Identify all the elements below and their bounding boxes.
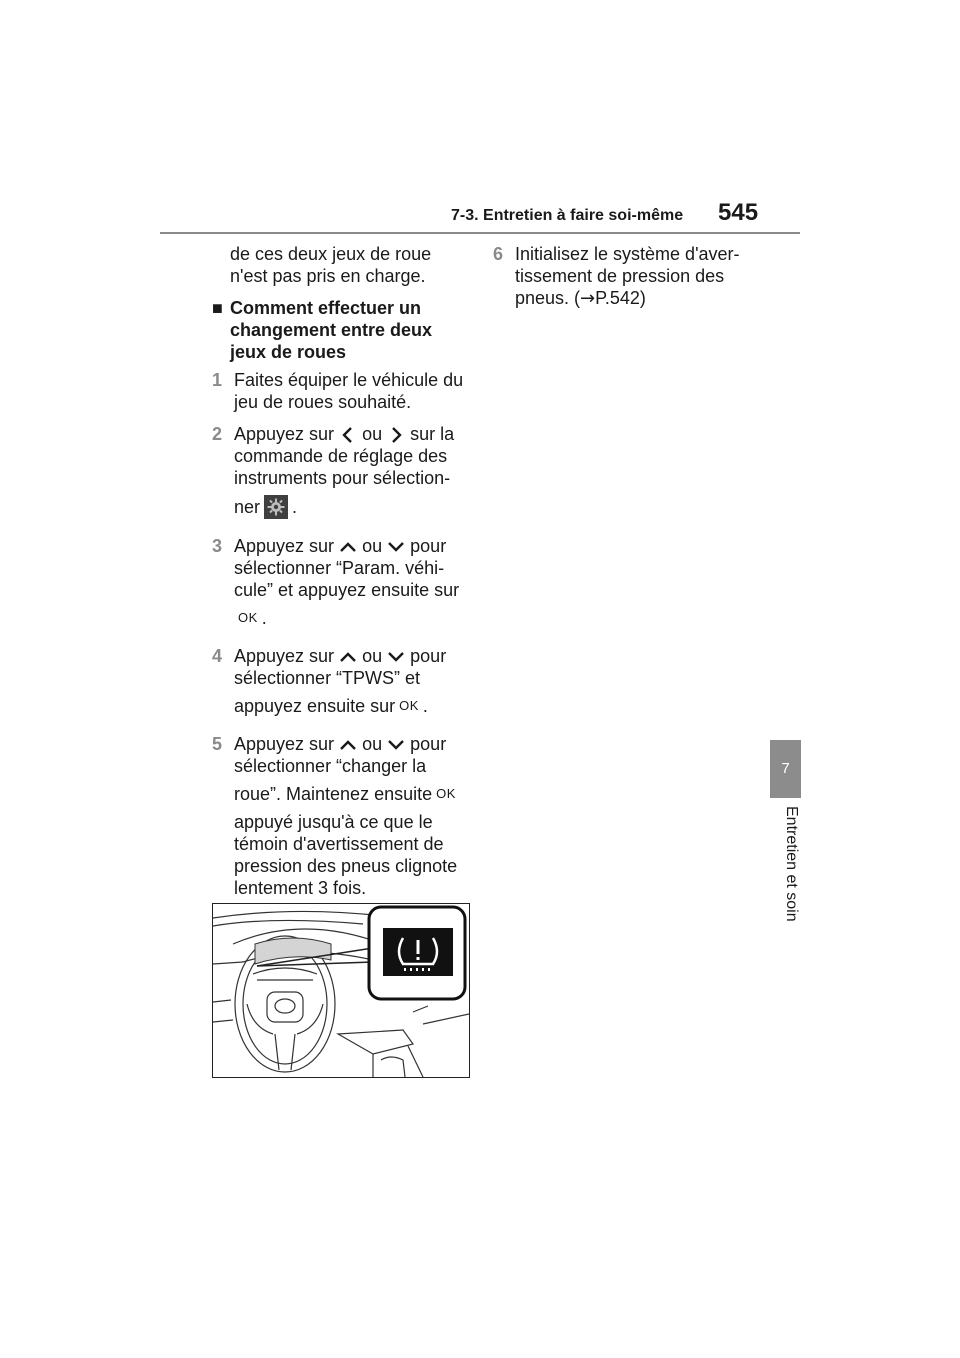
step-text-part: Appuyez sur	[234, 646, 335, 666]
step-text	[234, 423, 472, 445]
ok-button-icon: OK	[238, 610, 258, 625]
step-text: sélectionner “Param. véhi-	[234, 558, 445, 578]
section-heading	[212, 297, 472, 363]
step-number: 6	[493, 244, 504, 264]
intro-paragraph	[212, 243, 472, 287]
step-text: sélectionner “TPWS” et	[234, 668, 421, 688]
heading-line: Comment effectuer un	[230, 298, 422, 318]
step-text	[515, 287, 763, 310]
ok-button-icon: OK	[399, 698, 419, 713]
step-text-part: .	[292, 497, 298, 517]
step-text-part: .	[261, 608, 267, 628]
chevron-left-icon	[339, 426, 357, 444]
step-4	[212, 645, 472, 723]
step-6	[493, 243, 763, 310]
intro-line: n'est pas pris en charge.	[230, 266, 426, 286]
step-text	[234, 607, 472, 629]
step-text	[234, 695, 472, 717]
heading-line: jeux de roues	[230, 342, 347, 362]
step-text-part: ou	[362, 536, 383, 556]
step-text: lentement 3 fois.	[234, 878, 367, 898]
heading-marker: ■	[212, 298, 223, 318]
steering-wheel-drawing	[213, 904, 469, 1077]
step-text-part: .	[422, 696, 428, 716]
chapter-label: Entretien et soin	[783, 806, 800, 922]
step-text-part: pneus. (	[515, 288, 581, 308]
right-column	[493, 243, 763, 320]
step-text: pression des pneus clignote	[234, 856, 458, 876]
step-number: 3	[212, 536, 223, 556]
dashboard-illustration	[212, 903, 470, 1078]
step-text: Initialisez le système d'aver-	[515, 244, 740, 264]
step-text-part: Appuyez sur	[234, 424, 335, 444]
chevron-up-icon	[339, 540, 357, 554]
step-text: tissement de pression des	[515, 266, 725, 286]
chapter-number: 7	[781, 760, 790, 777]
step-text: cule” et appuyez ensuite sur	[234, 580, 460, 600]
step-text	[234, 535, 472, 557]
step-1	[212, 369, 472, 413]
step-text-part: ou	[362, 424, 383, 444]
chevron-up-icon	[339, 650, 357, 664]
step-text	[234, 733, 472, 755]
step-text: témoin d'avertissement de	[234, 834, 444, 854]
page-number: 545	[718, 199, 759, 226]
step-text	[234, 783, 472, 805]
heading-line: changement entre deux	[230, 320, 433, 340]
chevron-down-icon	[387, 738, 405, 752]
step-text-part: Appuyez sur	[234, 734, 335, 754]
step-number: 2	[212, 424, 223, 444]
step-number: 4	[212, 646, 223, 666]
step-text-part: pour	[410, 536, 447, 556]
step-text-part: pour	[410, 734, 447, 754]
step-text: commande de réglage des	[234, 446, 448, 466]
step-text: instruments pour sélection-	[234, 468, 451, 488]
step-text-part: roue”. Maintenez ensuite	[234, 784, 433, 804]
step-2	[212, 423, 472, 525]
page-reference-link[interactable]: P.542)	[595, 288, 646, 308]
ok-button-icon: OK	[436, 786, 456, 801]
step-text	[234, 495, 472, 519]
step-text-part: Appuyez sur	[234, 536, 335, 556]
step-text-part: sur la	[410, 424, 455, 444]
step-text-part: pour	[410, 646, 447, 666]
left-column	[212, 243, 472, 909]
gear-icon	[264, 495, 288, 519]
header-rule	[160, 232, 800, 234]
step-text: appuyé jusqu'à ce que le	[234, 812, 433, 832]
step-number: 5	[212, 734, 223, 754]
step-text-part: ou	[362, 734, 383, 754]
step-text-part: appuyez ensuite sur	[234, 696, 396, 716]
chapter-tab[interactable]	[770, 740, 801, 798]
chevron-down-icon	[387, 650, 405, 664]
section-title: 7-3. Entretien à faire soi-même	[451, 207, 684, 224]
chevron-up-icon	[339, 738, 357, 752]
step-text: jeu de roues souhaité.	[234, 392, 412, 412]
arrow-icon: →	[580, 288, 596, 309]
step-number: 1	[212, 370, 223, 390]
step-text-part: ner	[234, 497, 261, 517]
chevron-down-icon	[387, 540, 405, 554]
step-text-part: ou	[362, 646, 383, 666]
chevron-right-icon	[387, 426, 405, 444]
step-3	[212, 535, 472, 635]
step-text: Faites équiper le véhicule du	[234, 370, 464, 390]
step-5	[212, 733, 472, 899]
intro-line: de ces deux jeux de roue	[230, 244, 432, 264]
step-text: sélectionner “changer la	[234, 756, 427, 776]
step-text	[234, 645, 472, 667]
